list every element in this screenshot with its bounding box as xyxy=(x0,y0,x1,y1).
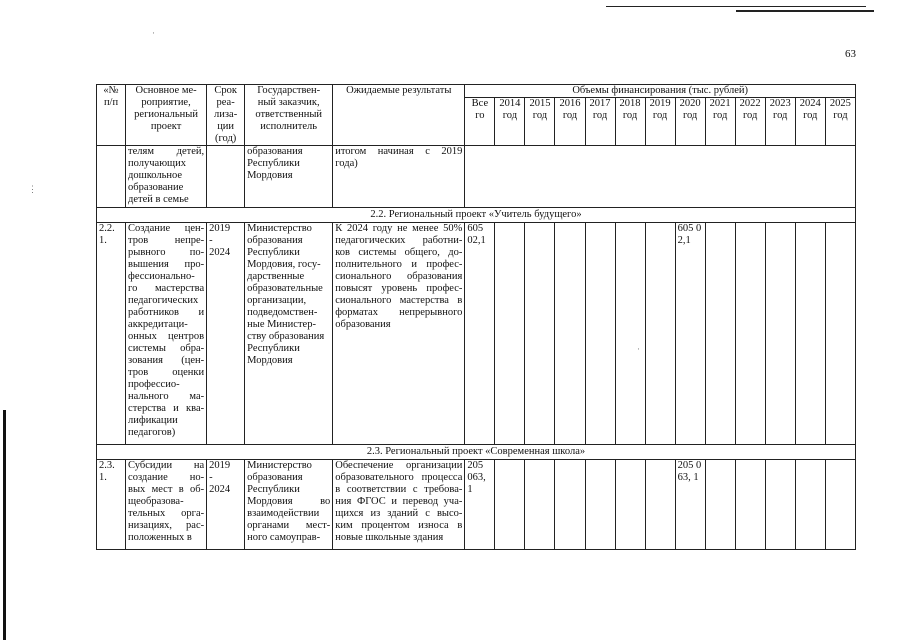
cell-line: щихся из зданий с высо- xyxy=(335,508,463,519)
cell-line: полнительного и профес- xyxy=(335,259,463,270)
table-row xyxy=(97,146,856,208)
cell-line: низациях, рас- xyxy=(128,520,205,531)
cell-line: Мордовия во xyxy=(247,496,331,507)
cell-line: профессио- xyxy=(128,379,180,390)
cell-line: стерства и ква- xyxy=(128,403,205,414)
cell-customer xyxy=(245,460,333,550)
cell-line: ные Министер- xyxy=(247,319,316,330)
cell-line: ким процентом износа в xyxy=(335,520,463,531)
cell-line: тров непре- xyxy=(128,235,205,246)
cell-line: 1. xyxy=(99,472,107,483)
cell-line: органами мест- xyxy=(247,520,331,531)
cell-line: 2019 xyxy=(209,223,231,234)
cell-no xyxy=(97,460,126,550)
cell-line: форматах непрерывного xyxy=(335,307,463,318)
scan-edge-mark xyxy=(3,410,6,640)
cell-year-value xyxy=(825,223,855,445)
header-year: 2022 год xyxy=(735,98,765,146)
cell-customer xyxy=(245,223,333,445)
header-term: Срок реа- лиза- ции (год) xyxy=(207,85,245,146)
header-year: 2020 год xyxy=(675,98,705,146)
cell-line: 2024 xyxy=(209,484,231,495)
cell-line: системы обра- xyxy=(128,343,205,354)
cell-total xyxy=(465,460,495,550)
cell-text xyxy=(209,460,242,496)
cell-line: Республики xyxy=(247,158,300,169)
cell-finance-empty xyxy=(465,146,856,208)
cell-line: педагогических работни- xyxy=(335,235,463,246)
cell-line: 205 xyxy=(467,460,484,471)
cell-year-value xyxy=(495,223,525,445)
cell-line: в соответствии с требова- xyxy=(335,484,463,495)
cell-text xyxy=(128,223,204,439)
cell-no xyxy=(97,146,126,208)
cell-year-value xyxy=(525,460,555,550)
cell-line: 2.3. xyxy=(99,460,115,471)
cell-line: 1. xyxy=(99,235,107,246)
cell-line: онных центров xyxy=(128,331,205,342)
cell-line: образовательного процесса xyxy=(335,472,463,483)
cell-year-value xyxy=(765,460,795,550)
cell-line: 2.2. xyxy=(99,223,115,234)
header-year: 2016 год xyxy=(555,98,585,146)
cell-line: вышения про- xyxy=(128,259,205,270)
cell-term xyxy=(207,146,245,208)
cell-line: ков системы общего, до- xyxy=(335,247,463,258)
cell-year-value xyxy=(615,223,645,445)
table-row xyxy=(97,223,856,445)
cell-year-value xyxy=(825,460,855,550)
header-customer: Государствен- ный заказчик, ответственный исполнитель xyxy=(245,85,333,146)
cell-line: получающих xyxy=(128,158,186,169)
cell-line: Министерство xyxy=(247,223,312,234)
cell-event xyxy=(126,460,207,550)
cell-line: образования xyxy=(335,319,391,330)
cell-line: года) xyxy=(335,158,358,169)
cell-line: образования xyxy=(247,472,303,483)
cell-line: Мордовия xyxy=(247,355,293,366)
header-no: «№ п/п xyxy=(97,85,126,146)
cell-line: Создание цен- xyxy=(128,223,205,234)
cell-text xyxy=(335,146,462,170)
cell-line: Субсидии на xyxy=(128,460,205,471)
scan-line-top xyxy=(606,6,866,7)
cell-line: образования xyxy=(247,235,303,246)
cell-line: го мастерства xyxy=(128,283,205,294)
cell-line: Республики xyxy=(247,343,300,354)
cell-line: 063, xyxy=(467,472,486,483)
cell-line: тров оценки xyxy=(128,367,205,378)
cell-year-value xyxy=(645,223,675,445)
table-row xyxy=(97,460,856,550)
cell-line: ству образования xyxy=(247,331,325,342)
cell-year-value xyxy=(645,460,675,550)
header-year: 2025 год xyxy=(825,98,855,146)
header-year: 2024 год xyxy=(795,98,825,146)
scan-speck: ⋮ xyxy=(28,184,37,194)
cell-line: новые школьные здания xyxy=(335,532,444,543)
cell-line: дошкольное xyxy=(128,170,183,181)
cell-line: образования xyxy=(247,146,303,157)
cell-line: Обеспечение организации xyxy=(335,460,463,471)
cell-line: образование xyxy=(128,182,184,193)
scan-speck: · xyxy=(637,344,640,354)
cell-text xyxy=(335,223,462,331)
cell-line: ного самоуправ- xyxy=(247,532,321,543)
cell-line: создание но- xyxy=(128,472,205,483)
cell-text xyxy=(247,223,330,367)
cell-line: 605 xyxy=(467,223,484,234)
cell-year-value xyxy=(585,460,615,550)
header-year: 2014 год xyxy=(495,98,525,146)
cell-line: Мордовия xyxy=(247,170,293,181)
cell-term xyxy=(207,223,245,445)
cell-results xyxy=(333,223,465,445)
section-title: 2.2. Региональный проект «Учитель будущего» xyxy=(97,208,856,223)
cell-results xyxy=(333,460,465,550)
cell-line: дарственные xyxy=(247,271,305,282)
cell-year-value xyxy=(795,460,825,550)
header-total: Все го xyxy=(465,98,495,146)
cell-line: 2024 xyxy=(209,247,231,258)
cell-line: тельных орга- xyxy=(128,508,205,519)
cell-event xyxy=(126,223,207,445)
cell-year-value xyxy=(615,460,645,550)
cell-line: организации, xyxy=(247,295,307,306)
cell-line: фессионально- xyxy=(128,271,195,282)
cell-line: повысят уровень профес- xyxy=(335,283,463,294)
cell-event xyxy=(126,146,207,208)
cell-text xyxy=(335,460,462,544)
scan-speck: · xyxy=(152,28,155,38)
cell-line: Мордовия, госу- xyxy=(247,259,321,270)
cell-line: образовательные xyxy=(247,283,323,294)
header-year: 2023 год xyxy=(765,98,795,146)
section-title: 2.3. Региональный проект «Современная школа» xyxy=(97,445,856,460)
cell-line: 02,1 xyxy=(467,235,486,246)
cell-text xyxy=(247,460,330,544)
cell-text xyxy=(467,460,492,496)
cell-year-value xyxy=(525,223,555,445)
cell-line: детей в семье xyxy=(128,194,189,205)
cell-line: - xyxy=(209,235,213,246)
cell-line: Республики xyxy=(247,247,300,258)
cell-line: зования (цен- xyxy=(128,355,205,366)
cell-year-value xyxy=(795,223,825,445)
cell-line: лификации xyxy=(128,415,178,426)
cell-line: ния ФГОС и перевод уча- xyxy=(335,496,463,507)
cell-total xyxy=(465,223,495,445)
cell-line: - xyxy=(209,472,213,483)
cell-year-value xyxy=(555,223,585,445)
header-event: Основное ме- роприятие, региональный проект xyxy=(126,85,207,146)
cell-year-value: 205 063, 1 xyxy=(675,460,705,550)
scan-line-top-thick xyxy=(736,10,874,12)
header-finance: Объемы финансирования (тыс. рублей) xyxy=(465,85,856,98)
cell-line: щеобразова- xyxy=(128,496,184,507)
section-row xyxy=(97,445,856,460)
cell-year-value xyxy=(495,460,525,550)
cell-text xyxy=(99,460,123,484)
cell-year-value xyxy=(735,223,765,445)
cell-line: Республики xyxy=(247,484,300,495)
cell-customer xyxy=(245,146,333,208)
cell-line: Министерство xyxy=(247,460,312,471)
cell-term xyxy=(207,460,245,550)
cell-line: 2019 xyxy=(209,460,231,471)
cell-line: подведомствен- xyxy=(247,307,318,318)
table-header-row xyxy=(97,85,856,98)
cell-line: вых мест в об- xyxy=(128,484,205,495)
cell-text xyxy=(128,460,204,544)
cell-text xyxy=(99,223,123,247)
cell-year-value xyxy=(705,223,735,445)
cell-year-value xyxy=(735,460,765,550)
cell-year-value: 605 02,1 xyxy=(675,223,705,445)
cell-line: педагогических xyxy=(128,295,199,306)
cell-text xyxy=(209,223,242,259)
cell-line: нального ма- xyxy=(128,391,205,402)
cell-year-value xyxy=(765,223,795,445)
header-results: Ожидаемые результаты xyxy=(333,85,465,146)
cell-line: работников и xyxy=(128,307,205,318)
page-number: 63 xyxy=(845,48,856,60)
cell-line: положенных в xyxy=(128,532,192,543)
cell-text xyxy=(247,146,330,182)
cell-line: сионального образования xyxy=(335,271,463,282)
header-year: 2019 год xyxy=(645,98,675,146)
cell-year-value xyxy=(705,460,735,550)
cell-line: взаимодействии xyxy=(247,508,320,519)
header-year: 2015 год xyxy=(525,98,555,146)
section-row xyxy=(97,208,856,223)
cell-no xyxy=(97,223,126,445)
cell-line: итогом начиная с 2019 xyxy=(335,146,463,157)
cell-line: телям детей, xyxy=(128,146,205,157)
cell-text xyxy=(128,146,204,206)
cell-line: 1 xyxy=(467,484,473,495)
cell-results xyxy=(333,146,465,208)
header-year: 2017 год xyxy=(585,98,615,146)
cell-year-value xyxy=(555,460,585,550)
header-year: 2021 год xyxy=(705,98,735,146)
cell-line: сионального мастерства в xyxy=(335,295,463,306)
cell-line: К 2024 году не менее 50% xyxy=(335,223,463,234)
cell-line: аккредитаци- xyxy=(128,319,188,330)
cell-year-value xyxy=(585,223,615,445)
cell-line: рывного по- xyxy=(128,247,205,258)
cell-line: педагогов) xyxy=(128,427,176,438)
financing-table xyxy=(96,84,856,550)
cell-text xyxy=(467,223,492,247)
header-year: 2018 год xyxy=(615,98,645,146)
